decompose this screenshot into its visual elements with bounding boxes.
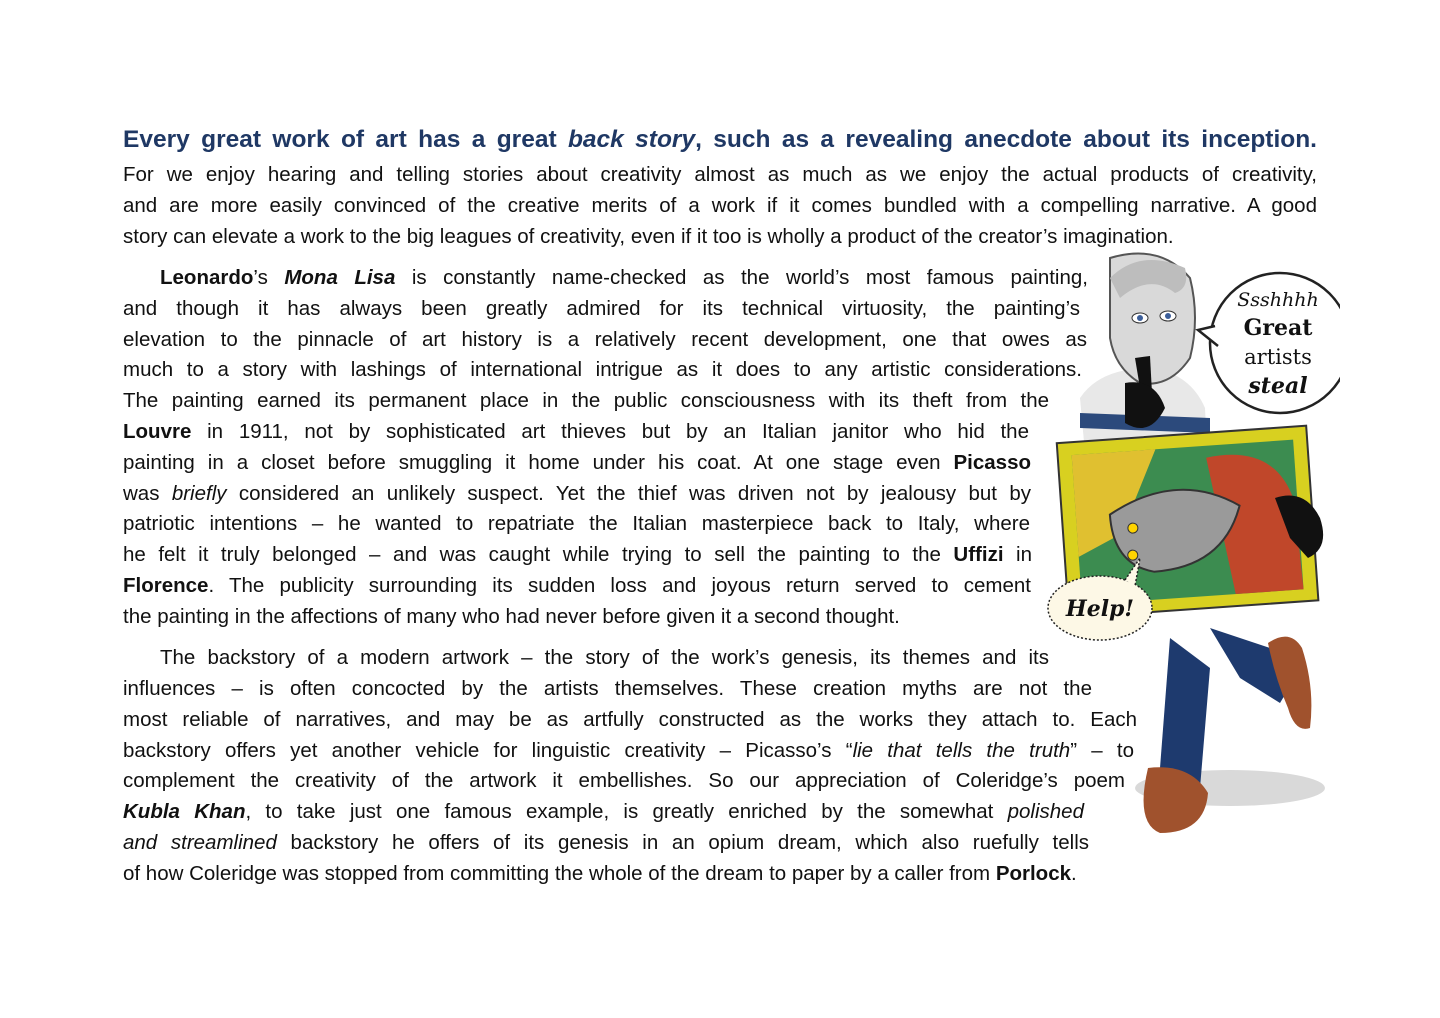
para3-line-6 — [123, 796, 1084, 827]
para2-line-7-text: painting in a closet before smuggling it home under his coat. At one stage even — [123, 451, 954, 474]
para3-line-8-text: of how Coleridge was stopped from committing the whole of the dream to paper by a caller from — [123, 862, 996, 885]
painting-eye-2 — [1127, 550, 1138, 561]
streamlined-italic: and streamlined — [123, 831, 277, 854]
para2-line-12: the painting in the affections of many who had never before given it a second thought. — [123, 605, 900, 628]
speech-bubble — [1198, 273, 1340, 413]
para2-line-1-text-b: is constantly name-checked as the world’s most famous painting, — [395, 266, 1088, 289]
para2-line-3: elevation to the pinnacle of art history is a relatively recent development, one that owes as — [123, 328, 1087, 351]
para2-line-6-text: in 1911, not by sophisticated art thieves but by an Italian janitor who hid the — [191, 420, 1029, 443]
kubla-khan-title: Kubla Khan — [123, 800, 246, 823]
para2-line-11 — [123, 570, 1031, 601]
intro-line-2: and are more easily convinced of the creative merits of a work if it comes bundled with a compelling narrative. A good — [123, 194, 1317, 217]
heading-italic-text: back story — [567, 126, 696, 153]
para2-line-9: patriotic intentions – he wanted to repatriate the Italian masterpiece back to Italy, where — [123, 512, 1030, 535]
para3-line-8-end: . — [1071, 862, 1077, 885]
briefly-italic: briefly — [171, 482, 227, 505]
para2-line-5: The painting earned its permanent place in the public consciousness with its theft from the — [123, 389, 1049, 412]
help-text: Help! — [1065, 596, 1135, 622]
para2-line-8 — [123, 478, 1031, 509]
polished-italic: polished — [1007, 800, 1084, 823]
leonardo-bold: Leonardo — [160, 266, 254, 289]
para2-line-2: and though it has always been greatly admired for its technical virtuosity, the painting’s — [123, 297, 1080, 320]
para2-line-10-text-a: he felt it truly belonged – and was caught while trying to sell the painting to the — [123, 543, 954, 566]
para3-line-3: most reliable of narratives, and may be as artfully constructed as the works they attach to. Each — [123, 708, 1137, 731]
porlock-bold: Porlock — [995, 862, 1072, 885]
florence-bold: Florence — [123, 574, 209, 597]
para2-line-1-text-a: ’s — [253, 266, 285, 289]
speech-line-ssshhhh: Ssshhhh — [1237, 289, 1319, 311]
intro-line-1: For we enjoy hearing and telling stories about creativity almost as much as we enjoy the actual products of creativity, — [123, 163, 1317, 186]
para2-line-4: much to a story with lashings of international intrigue as it does to any artistic considerations. — [123, 358, 1082, 381]
left-leg — [1160, 638, 1210, 788]
speech-line-artists: artists — [1244, 345, 1312, 369]
painting-eye-1 — [1128, 523, 1139, 534]
picasso-quote-italic: lie that tells the truth — [852, 739, 1071, 762]
para2-line-8-text-a: was — [123, 482, 172, 505]
speech-line-great: Great — [1243, 315, 1313, 341]
para3-line-5: complement the creativity of the artwork it embellishes. So our appreciation of Coleridge’s poem — [123, 769, 1125, 792]
left-pupil — [1137, 315, 1143, 321]
speech-bubble-tail — [1198, 326, 1218, 346]
uffizi-bold: Uffizi — [953, 543, 1004, 566]
heading-text-end: , such as a revealing anecdote about its inception. — [695, 126, 1317, 153]
heading-text-start: Every great work of art has a great — [123, 126, 568, 153]
mona-lisa-title: Mona Lisa — [284, 266, 396, 289]
para3-line-7 — [123, 827, 1089, 858]
para2-line-11-text: . The publicity surrounding its sudden loss and joyous return served to cement — [208, 574, 1031, 597]
para2-line-1 — [160, 262, 1088, 293]
para2-line-6 — [123, 416, 1029, 447]
para3-line-2: influences – is often concocted by the artists themselves. These creation myths are not the — [123, 677, 1092, 700]
para2-line-7 — [123, 447, 1031, 478]
para3-line-4-text-b: ” – to — [1070, 739, 1135, 762]
para3-line-4 — [123, 735, 1134, 766]
speech-line-steal: steal — [1248, 373, 1308, 399]
para2-line-8-text-b: considered an unlikely suspect. Yet the thief was driven not by jealousy but by — [226, 482, 1031, 505]
louvre-bold: Louvre — [123, 420, 192, 443]
para3-line-4-text-a: backstory offers yet another vehicle for linguistic creativity – Picasso’s “ — [123, 739, 853, 762]
para3-line-6-text: , to take just one famous example, is greatly enriched by the somewhat — [245, 800, 1008, 823]
section-heading — [123, 122, 1317, 158]
intro-line-3: story can elevate a work to the big leagues of creativity, even if it too is wholly a product of the creator’s imagination. — [123, 225, 1174, 248]
para3-line-8 — [123, 858, 1193, 889]
picasso-bold: Picasso — [953, 451, 1031, 474]
para3-line-1: The backstory of a modern artwork – the story of the work’s genesis, its themes and its — [160, 646, 1049, 669]
para3-line-7-text: backstory he offers of its genesis in an opium dream, which also ruefully tells — [276, 831, 1089, 854]
para2-line-10 — [123, 539, 1032, 570]
para2-line-10-text-b: in — [1003, 543, 1032, 566]
right-pupil — [1165, 313, 1171, 319]
art-thief-illustration — [1040, 248, 1340, 848]
